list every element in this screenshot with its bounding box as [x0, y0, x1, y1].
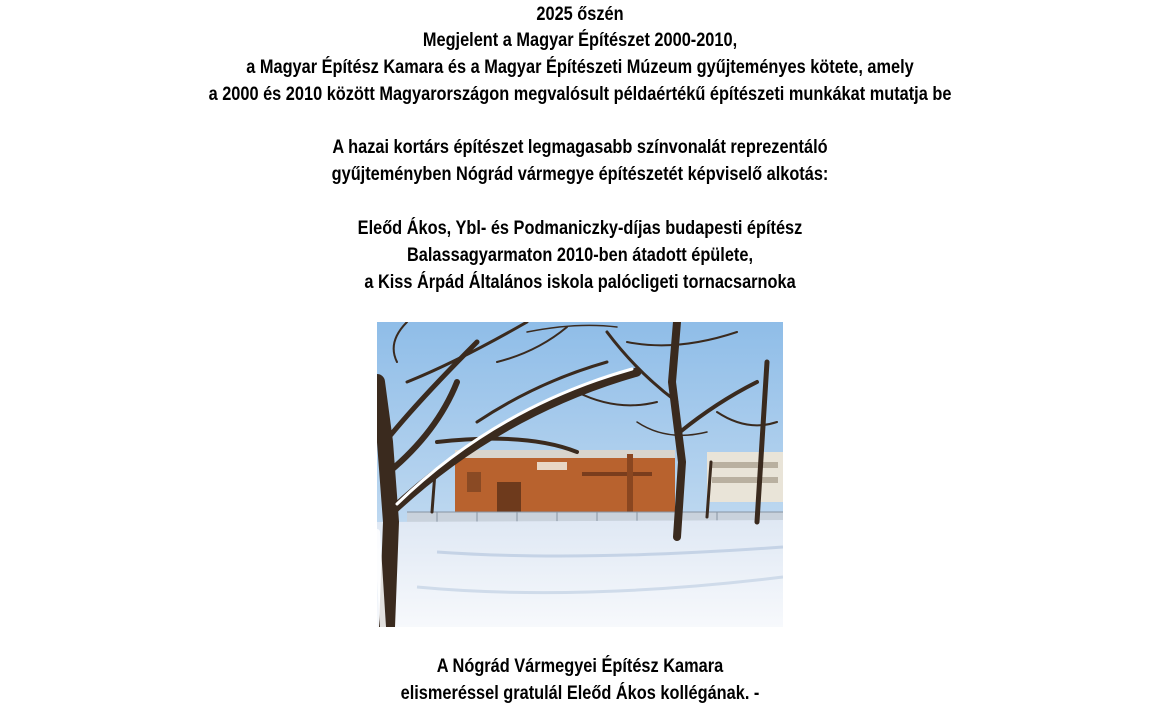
intro-line-1: A hazai kortárs építészet legmagasabb színvonalát reprezentáló [332, 137, 828, 158]
intro-line-2: gyűjteményben Nógrád vármegye építészetét képviselő alkotás: [331, 164, 829, 185]
gym-building [455, 450, 675, 514]
building-line: Balassagyarmaton 2010-ben átadott épülete, [407, 245, 753, 266]
description-line-2: a 2000 és 2010 között Magyarországon megvalósult példaértékű építészeti munkákat mutatja be [208, 84, 952, 105]
chamber-line: A Nógrád Vármegyei Építész Kamara [436, 656, 724, 677]
headline: Megjelent a Magyar Építészet 2000-2010, [422, 30, 738, 51]
architect-line: Eleőd Ákos, Ybl- és Podmaniczky-díjas budapesti építész [357, 218, 803, 239]
school-line: a Kiss Árpád Általános iskola palócligeti tornacsarnoka [364, 272, 796, 293]
snow-ground [377, 520, 783, 627]
date-line: 2025 őszén [536, 4, 624, 25]
gym-building-photo [377, 322, 783, 627]
description-line-1: a Magyar Építész Kamara és a Magyar Építészeti Múzeum gyűjteményes kötete, amely [246, 57, 914, 78]
congratulation-line: elismeréssel gratulál Eleőd Ákos kollégának. - [400, 683, 760, 704]
